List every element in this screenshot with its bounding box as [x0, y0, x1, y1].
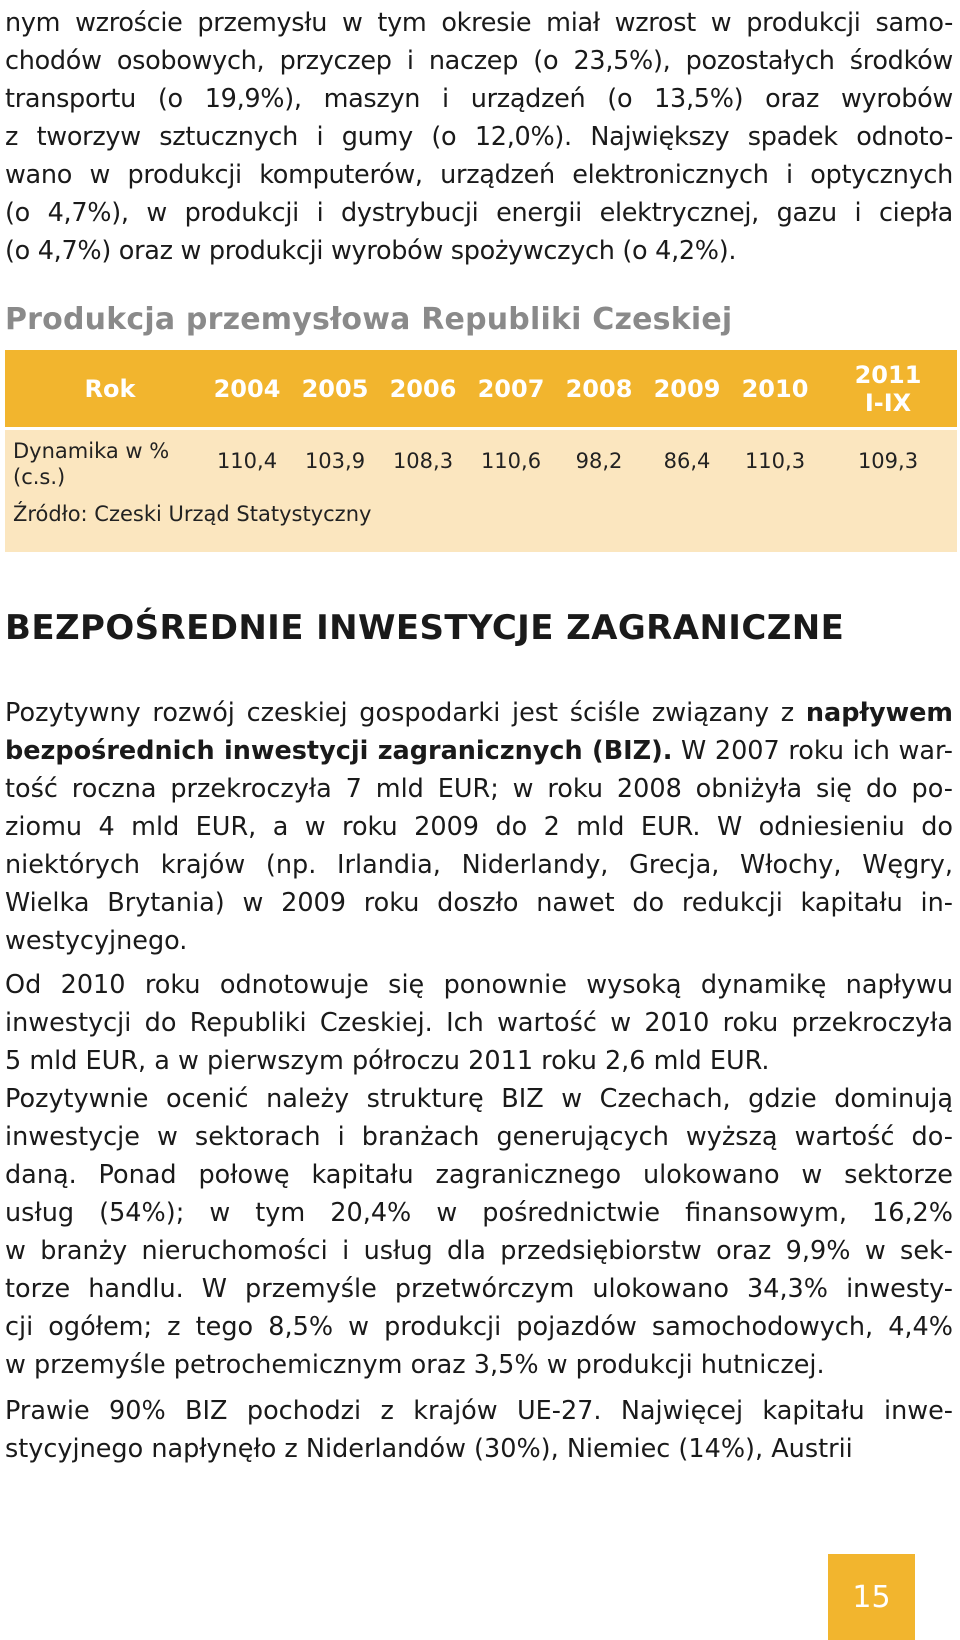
bold-term: napływem — [805, 698, 953, 728]
text-line — [5, 732, 953, 770]
text-line: z tworzyw sztucznych i gumy (o 12,0%). Największy spadek odnoto- — [5, 122, 953, 152]
text-line: chodów osobowych, przyczep i naczep (o 23,5%), pozostałych środków — [5, 46, 953, 76]
fdi-paragraph-3 — [5, 1080, 953, 1384]
bold-term: bezpośrednich inwestycji zagranicznych (BIZ). — [5, 736, 673, 766]
header-year: 2004 — [213, 374, 281, 403]
table-title: Produkcja przemysłowa Republiki Czeskiej — [5, 302, 733, 337]
text-line: niektórych krajów (np. Irlandia, Niderlandy, Grecja, Włochy, Węgry, — [5, 850, 953, 880]
header-year-line: 2011 — [854, 360, 922, 389]
text-line: (o 4,7%), w produkcji i dystrybucji energii elektrycznej, gazu i ciepła — [5, 198, 953, 228]
table-cell: 108,3 — [392, 449, 454, 473]
table-cell: 110,3 — [744, 449, 806, 473]
table-cell: 86,4 — [663, 449, 711, 473]
section-heading: BEZPOŚREDNIE INWESTYCJE ZAGRANICZNE — [5, 608, 845, 648]
text-line: westycyjnego. — [5, 926, 188, 956]
header-label: Rok — [84, 374, 136, 403]
text-line: wano w produkcji komputerów, urządzeń elektronicznych i optycznych — [5, 160, 953, 190]
text-line: w przemyśle petrochemicznym oraz 3,5% w produkcji hutniczej. — [5, 1350, 825, 1380]
text-line: inwestycje w sektorach i branżach generujących wyższą wartość do- — [5, 1122, 953, 1152]
text-line: ziomu 4 mld EUR, a w roku 2009 do 2 mld EUR. W odniesieniu do — [5, 812, 953, 842]
table-cell: 109,3 — [857, 449, 919, 473]
text-line: Od 2010 roku odnotowuje się ponownie wysoką dynamikę napływu — [5, 970, 953, 1000]
text-line: (o 4,7%) oraz w produkcji wyrobów spożywczych (o 4,2%). — [5, 236, 737, 266]
header-year: 2009 — [653, 374, 721, 403]
header-year: 2010 — [741, 374, 809, 403]
text-line: cji ogółem; z tego 8,5% w produkcji pojazdów samochodowych, 4,4% — [5, 1312, 953, 1342]
intro-paragraph — [5, 4, 953, 270]
header-year: 2007 — [477, 374, 545, 403]
text-line — [5, 694, 953, 732]
page-number: 15 — [828, 1554, 915, 1640]
text-line: usług (54%); w tym 20,4% w pośrednictwie finansowym, 16,2% — [5, 1198, 953, 1228]
header-year: 2005 — [301, 374, 369, 403]
text-line: inwestycji do Republiki Czeskiej. Ich wartość w 2010 roku przekroczyła — [5, 1008, 953, 1038]
text-line: nym wzroście przemysłu w tym okresie miał wzrost w produkcji samo- — [5, 8, 953, 38]
header-year-period: I-IX — [864, 388, 912, 417]
header-year: 2008 — [565, 374, 633, 403]
header-year-partial — [819, 350, 957, 427]
table-header-row — [5, 350, 957, 427]
table-cell: 110,6 — [480, 449, 542, 473]
text-line: transportu (o 19,9%), maszyn i urządzeń (o 13,5%) oraz wyrobów — [5, 84, 953, 114]
table-cell: 110,4 — [216, 449, 278, 473]
text-line: torze handlu. W przemyśle przetwórczym ulokowano 34,3% inwesty- — [5, 1274, 953, 1304]
text-line: stycyjnego napłynęło z Niderlandów (30%), Niemiec (14%), Austrii — [5, 1434, 853, 1464]
text-line: Wielka Brytania) w 2009 roku doszło nawet do redukcji kapitału in- — [5, 888, 953, 918]
fdi-paragraph-2 — [5, 966, 953, 1080]
fdi-paragraph-4 — [5, 1392, 953, 1468]
table-cell: 103,9 — [304, 449, 366, 473]
text-line: Pozytywnie ocenić należy strukturę BIZ w Czechach, gdzie dominują — [5, 1084, 953, 1114]
production-table — [5, 350, 957, 552]
text-span: W 2007 roku ich war- — [672, 736, 953, 766]
text-line: 5 mld EUR, a w pierwszym półroczu 2011 roku 2,6 mld EUR. — [5, 1046, 770, 1076]
header-year: 2006 — [389, 374, 457, 403]
text-line: w branży nieruchomości i usług dla przedsiębiorstw oraz 9,9% w sek- — [5, 1236, 953, 1266]
fdi-paragraph-1 — [5, 694, 953, 960]
table-body — [5, 430, 957, 552]
row-label: Dynamika w % (c.s.) — [13, 439, 170, 489]
text-line: daną. Ponad połowę kapitału zagranicznego ulokowano w sektorze — [5, 1160, 953, 1190]
table-cell: 98,2 — [575, 449, 623, 473]
text-line: Prawie 90% BIZ pochodzi z krajów UE-27. Najwięcej kapitału inwe- — [5, 1396, 953, 1426]
table-source: Źródło: Czeski Urząd Statystyczny — [13, 502, 372, 526]
text-line: tość roczna przekroczyła 7 mld EUR; w roku 2008 obniżyła się do po- — [5, 774, 953, 804]
text-span: Pozytywny rozwój czeskiej gospodarki jest ściśle związany z — [5, 698, 806, 728]
